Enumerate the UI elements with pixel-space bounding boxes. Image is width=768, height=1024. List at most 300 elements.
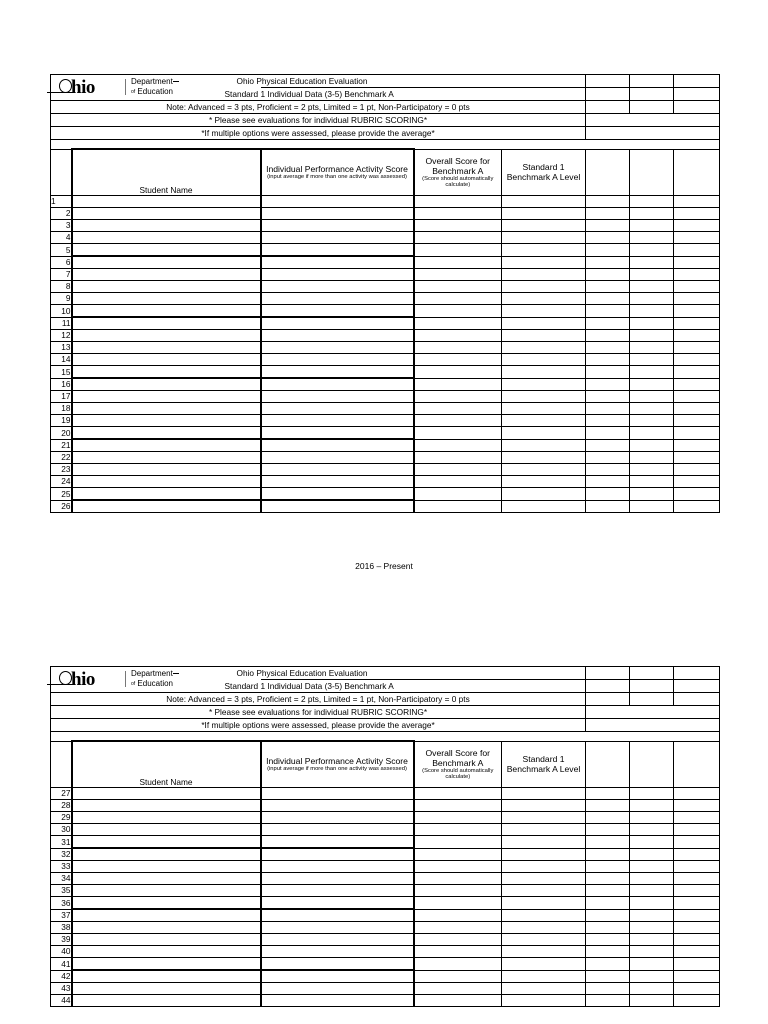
student-name-cell[interactable]: [72, 800, 261, 812]
activity-score-cell[interactable]: [261, 885, 414, 897]
blank-cell: [630, 897, 674, 910]
student-name-cell[interactable]: [72, 281, 261, 293]
student-name-cell[interactable]: [72, 220, 261, 232]
student-name-cell[interactable]: [72, 196, 261, 208]
overall-score-cell: [414, 983, 502, 995]
activity-score-cell[interactable]: [261, 342, 414, 354]
footer-date: 2016 – Present: [355, 561, 413, 571]
overall-score-cell: [414, 317, 502, 330]
row-number: 11: [51, 317, 72, 330]
activity-score-cell[interactable]: [261, 281, 414, 293]
student-name-cell[interactable]: [72, 824, 261, 836]
blank-cell: [630, 427, 674, 440]
student-name-cell[interactable]: [72, 848, 261, 861]
student-row: [51, 488, 720, 501]
row-number: 31: [51, 836, 72, 849]
blank-cell: [586, 667, 630, 680]
activity-score-cell[interactable]: [261, 208, 414, 220]
overall-score-cell: [414, 500, 502, 513]
benchmark-level-cell: [502, 256, 586, 269]
sheet-title: Ohio Physical Education Evaluation: [261, 667, 586, 680]
blank-cell: [674, 293, 720, 305]
student-name-cell[interactable]: [72, 922, 261, 934]
activity-score-cell[interactable]: [261, 330, 414, 342]
row-number: 23: [51, 464, 72, 476]
benchmark-level-cell: [502, 995, 586, 1007]
row-number: 14: [51, 354, 72, 366]
blank-cell: [586, 476, 630, 488]
row-number: 8: [51, 281, 72, 293]
activity-score-cell[interactable]: [261, 256, 414, 269]
student-row: [51, 244, 720, 257]
blank-cell: [630, 452, 674, 464]
overall-score-cell: [414, 836, 502, 849]
student-row: [51, 970, 720, 983]
benchmark-level-cell: [502, 293, 586, 305]
blank-cell: [586, 680, 630, 693]
blank-cell: [674, 88, 720, 101]
scoring-note: Note: Advanced = 3 pts, Proficient = 2 pts, Limited = 1 pt, Non-Participatory = 0 pts: [51, 101, 586, 114]
blank-cell: [674, 244, 720, 257]
blank-cell: [586, 488, 630, 501]
benchmark-level-cell: [502, 897, 586, 910]
overall-score-cell: [414, 824, 502, 836]
benchmark-level-cell: [502, 281, 586, 293]
activity-score-cell[interactable]: [261, 983, 414, 995]
blank-cell: [586, 256, 630, 269]
blank-cell: [674, 488, 720, 501]
blank-cell: [674, 800, 720, 812]
student-row: [51, 439, 720, 452]
student-row: [51, 861, 720, 873]
blank-cell: [630, 269, 674, 281]
blank-cell: [586, 500, 630, 513]
row-number: 41: [51, 958, 72, 971]
student-row: [51, 415, 720, 427]
blank-cell: [630, 741, 674, 788]
blank-cell: [630, 946, 674, 958]
activity-score-cell[interactable]: [261, 800, 414, 812]
activity-score-cell[interactable]: [261, 196, 414, 208]
blank-cell: [586, 220, 630, 232]
blank-cell: [630, 800, 674, 812]
student-row: [51, 196, 720, 208]
student-name-cell[interactable]: [72, 244, 261, 257]
blank-cell: [630, 848, 674, 861]
activity-score-cell[interactable]: [261, 439, 414, 452]
overall-score-cell: [414, 220, 502, 232]
activity-score-cell[interactable]: [261, 788, 414, 800]
overall-score-cell: [414, 196, 502, 208]
blank-cell: [674, 946, 720, 958]
student-row: [51, 934, 720, 946]
blank-cell: [674, 861, 720, 873]
activity-score-cell[interactable]: [261, 269, 414, 281]
activity-score-cell[interactable]: [261, 836, 414, 849]
activity-score-cell[interactable]: [261, 244, 414, 257]
spacer-row: [51, 140, 720, 150]
blank-cell: [674, 330, 720, 342]
blank-cell: [586, 342, 630, 354]
row-number: 30: [51, 824, 72, 836]
blank-cell: [586, 75, 630, 88]
blank-cell: [630, 464, 674, 476]
activity-score-cell[interactable]: [261, 293, 414, 305]
benchmark-level-cell: [502, 500, 586, 513]
activity-score-cell[interactable]: [261, 391, 414, 403]
blank-cell: [586, 741, 630, 788]
student-name-cell[interactable]: [72, 946, 261, 958]
blank-cell: [674, 958, 720, 971]
blank-cell: [586, 788, 630, 800]
overall-score-cell: [414, 970, 502, 983]
blank-cell: [630, 970, 674, 983]
student-name-cell[interactable]: [72, 427, 261, 440]
blank-cell: [630, 667, 674, 680]
benchmark-level-cell: [502, 378, 586, 391]
activity-score-cell[interactable]: [261, 848, 414, 861]
student-name-cell[interactable]: [72, 439, 261, 452]
row-number: 4: [51, 232, 72, 244]
benchmark-level-cell: [502, 934, 586, 946]
student-name-cell[interactable]: [72, 232, 261, 244]
activity-score-cell[interactable]: [261, 812, 414, 824]
student-name-cell[interactable]: [72, 983, 261, 995]
blank-cell: [674, 922, 720, 934]
student-name-cell[interactable]: [72, 293, 261, 305]
row-number: 3: [51, 220, 72, 232]
blank-cell: [674, 354, 720, 366]
student-row: [51, 220, 720, 232]
student-row: [51, 824, 720, 836]
student-name-cell[interactable]: [72, 256, 261, 269]
overall-score-cell: [414, 330, 502, 342]
overall-score-cell: [414, 342, 502, 354]
blank-cell: [630, 244, 674, 257]
student-name-cell[interactable]: [72, 861, 261, 873]
benchmark-level-cell: [502, 317, 586, 330]
blank-cell: [586, 403, 630, 415]
student-name-cell[interactable]: [72, 452, 261, 464]
blank-cell: [586, 824, 630, 836]
blank-cell: [630, 317, 674, 330]
blank-cell: [586, 317, 630, 330]
row-number: 39: [51, 934, 72, 946]
blank-cell: [674, 342, 720, 354]
benchmark-level-cell: [502, 885, 586, 897]
student-name-cell[interactable]: [72, 958, 261, 971]
activity-score-cell[interactable]: [261, 305, 414, 318]
student-row: [51, 281, 720, 293]
activity-score-cell[interactable]: [261, 415, 414, 427]
blank-cell: [586, 439, 630, 452]
overall-score-cell: [414, 885, 502, 897]
activity-score-cell[interactable]: [261, 934, 414, 946]
blank-cell: [586, 330, 630, 342]
row-number: 13: [51, 342, 72, 354]
activity-score-cell[interactable]: [261, 873, 414, 885]
student-name-cell[interactable]: [72, 934, 261, 946]
blank-cell: [586, 800, 630, 812]
blank-cell: [674, 873, 720, 885]
blank-cell: [630, 500, 674, 513]
student-row: [51, 391, 720, 403]
blank-cell: [674, 909, 720, 922]
benchmark-level-cell: [502, 439, 586, 452]
student-name-cell[interactable]: [72, 354, 261, 366]
activity-score-cell[interactable]: [261, 488, 414, 501]
blank-cell: [674, 101, 720, 114]
activity-score-cell[interactable]: [261, 427, 414, 440]
evaluation-sheet-2: [50, 666, 719, 1007]
blank-cell: [586, 114, 720, 127]
blank-cell: [586, 970, 630, 983]
student-name-cell[interactable]: [72, 885, 261, 897]
blank-cell: [630, 196, 674, 208]
student-name-cell[interactable]: [72, 464, 261, 476]
overall-score-cell: [414, 488, 502, 501]
blank-cell: [630, 305, 674, 318]
student-name-cell[interactable]: [72, 378, 261, 391]
benchmark-level-cell: [502, 354, 586, 366]
activity-score-cell[interactable]: [261, 922, 414, 934]
blank-cell: [630, 330, 674, 342]
overall-score-cell: [414, 269, 502, 281]
overall-score-cell: [414, 403, 502, 415]
blank-cell: [674, 415, 720, 427]
rubric-note: * Please see evaluations for individual RUBRIC SCORING*: [51, 114, 586, 127]
blank-cell: [630, 995, 674, 1007]
activity-score-cell[interactable]: [261, 958, 414, 971]
blank-cell: [630, 885, 674, 897]
blank-cell: [586, 452, 630, 464]
overall-score-cell: [414, 464, 502, 476]
blank-cell: [630, 488, 674, 501]
student-name-cell[interactable]: [72, 476, 261, 488]
blank-cell: [586, 922, 630, 934]
student-row: [51, 983, 720, 995]
blank-cell: [586, 946, 630, 958]
student-name-cell[interactable]: [72, 342, 261, 354]
benchmark-level-cell: [502, 922, 586, 934]
benchmark-level-header: Standard 1 Benchmark A Level: [502, 149, 586, 196]
blank-cell: [630, 958, 674, 971]
student-name-cell[interactable]: [72, 366, 261, 379]
overall-score-cell: [414, 244, 502, 257]
overall-score-cell: [414, 256, 502, 269]
blank-cell: [674, 269, 720, 281]
student-name-cell[interactable]: [72, 812, 261, 824]
overall-score-cell: [414, 946, 502, 958]
student-name-header: Student Name: [72, 149, 261, 196]
activity-score-cell[interactable]: [261, 354, 414, 366]
blank-cell: [674, 305, 720, 318]
row-number: 17: [51, 391, 72, 403]
overall-score-cell: [414, 861, 502, 873]
blank-cell: [630, 824, 674, 836]
evaluation-sheet-1: [50, 74, 719, 513]
student-name-cell[interactable]: [72, 415, 261, 427]
blank-cell: [630, 812, 674, 824]
benchmark-level-cell: [502, 909, 586, 922]
blank-cell: [674, 693, 720, 706]
activity-score-cell[interactable]: [261, 824, 414, 836]
activity-score-cell[interactable]: [261, 366, 414, 379]
benchmark-level-cell: [502, 403, 586, 415]
overall-score-cell: [414, 800, 502, 812]
student-name-cell[interactable]: [72, 970, 261, 983]
activity-score-cell[interactable]: [261, 946, 414, 958]
student-name-cell[interactable]: [72, 305, 261, 318]
student-row: [51, 922, 720, 934]
student-row: [51, 995, 720, 1007]
student-name-cell[interactable]: [72, 897, 261, 910]
logo-department-text: Department of Education: [131, 77, 179, 97]
activity-score-cell[interactable]: [261, 403, 414, 415]
blank-cell: [586, 885, 630, 897]
row-number: 42: [51, 970, 72, 983]
row-number: 5: [51, 244, 72, 257]
blank-cell: [586, 693, 630, 706]
activity-score-cell[interactable]: [261, 232, 414, 244]
row-number: 26: [51, 500, 72, 513]
benchmark-level-cell: [502, 788, 586, 800]
overall-score-cell: [414, 354, 502, 366]
blank-cell: [630, 232, 674, 244]
blank-cell: [674, 75, 720, 88]
blank-cell: [674, 256, 720, 269]
benchmark-level-cell: [502, 946, 586, 958]
blank-cell: [674, 476, 720, 488]
row-number: 16: [51, 378, 72, 391]
blank-cell: [586, 427, 630, 440]
sheet-subtitle: Standard 1 Individual Data (3-5) Benchmark A: [261, 88, 586, 101]
spacer-row: [51, 732, 720, 742]
ohio-education-logo: hio Department of Education: [59, 76, 229, 98]
blank-cell: [586, 464, 630, 476]
activity-score-cell[interactable]: [261, 476, 414, 488]
benchmark-level-cell: [502, 464, 586, 476]
blank-cell: [586, 719, 720, 732]
activity-score-cell[interactable]: [261, 500, 414, 513]
benchmark-level-cell: [502, 488, 586, 501]
overall-score-cell: [414, 922, 502, 934]
student-name-cell[interactable]: [72, 208, 261, 220]
activity-score-cell[interactable]: [261, 861, 414, 873]
benchmark-level-cell: [502, 196, 586, 208]
row-number: 20: [51, 427, 72, 440]
blank-cell: [674, 995, 720, 1007]
overall-score-cell: [414, 476, 502, 488]
average-note: *If multiple options were assessed, please provide the average*: [51, 127, 586, 140]
row-number: 33: [51, 861, 72, 873]
student-name-cell[interactable]: [72, 330, 261, 342]
blank-cell: [630, 88, 674, 101]
row-number: 36: [51, 897, 72, 910]
row-number: 9: [51, 293, 72, 305]
student-name-cell[interactable]: [72, 909, 261, 922]
blank-cell: [674, 196, 720, 208]
student-name-cell[interactable]: [72, 995, 261, 1007]
benchmark-level-cell: [502, 415, 586, 427]
student-row: [51, 848, 720, 861]
blank-cell: [586, 196, 630, 208]
overall-score-cell: [414, 934, 502, 946]
student-row: [51, 366, 720, 379]
student-row: [51, 269, 720, 281]
blank-cell: [674, 220, 720, 232]
row-number-header: [51, 149, 72, 196]
ohio-education-logo: hio Department of Education: [59, 668, 229, 690]
overall-score-cell: [414, 897, 502, 910]
blank-cell: [630, 378, 674, 391]
row-number: 6: [51, 256, 72, 269]
activity-score-cell[interactable]: [261, 317, 414, 330]
activity-score-cell[interactable]: [261, 897, 414, 910]
blank-cell: [586, 88, 630, 101]
activity-score-cell[interactable]: [261, 995, 414, 1007]
overall-score-cell: [414, 873, 502, 885]
student-name-cell[interactable]: [72, 269, 261, 281]
student-row: [51, 317, 720, 330]
activity-score-cell[interactable]: [261, 452, 414, 464]
student-row: [51, 464, 720, 476]
blank-cell: [630, 693, 674, 706]
student-row: [51, 256, 720, 269]
overall-score-cell: [414, 958, 502, 971]
evaluation-table: [50, 74, 720, 513]
blank-cell: [674, 391, 720, 403]
student-name-cell[interactable]: [72, 500, 261, 513]
blank-cell: [586, 812, 630, 824]
student-row: [51, 909, 720, 922]
student-name-cell[interactable]: [72, 488, 261, 501]
overall-score-cell: [414, 439, 502, 452]
student-name-cell[interactable]: [72, 836, 261, 849]
blank-cell: [674, 788, 720, 800]
row-number: 2: [51, 208, 72, 220]
blank-cell: [674, 970, 720, 983]
blank-cell: [674, 366, 720, 379]
overall-score-cell: [414, 281, 502, 293]
blank-cell: [674, 934, 720, 946]
activity-score-cell[interactable]: [261, 220, 414, 232]
student-name-cell[interactable]: [72, 391, 261, 403]
overall-score-cell: [414, 208, 502, 220]
blank-cell: [630, 293, 674, 305]
row-number: 34: [51, 873, 72, 885]
activity-score-cell[interactable]: [261, 464, 414, 476]
blank-cell: [630, 281, 674, 293]
blank-cell: [674, 824, 720, 836]
student-name-cell[interactable]: [72, 788, 261, 800]
row-number: 7: [51, 269, 72, 281]
student-name-cell[interactable]: [72, 403, 261, 415]
student-name-cell[interactable]: [72, 873, 261, 885]
benchmark-level-cell: [502, 861, 586, 873]
blank-cell: [586, 305, 630, 318]
student-name-cell[interactable]: [72, 317, 261, 330]
row-number: 18: [51, 403, 72, 415]
activity-score-cell[interactable]: [261, 378, 414, 391]
blank-cell: [586, 706, 720, 719]
blank-cell: [674, 232, 720, 244]
student-row: [51, 800, 720, 812]
activity-score-cell[interactable]: [261, 909, 414, 922]
activity-score-cell[interactable]: [261, 970, 414, 983]
blank-cell: [586, 354, 630, 366]
overall-score-cell: [414, 415, 502, 427]
